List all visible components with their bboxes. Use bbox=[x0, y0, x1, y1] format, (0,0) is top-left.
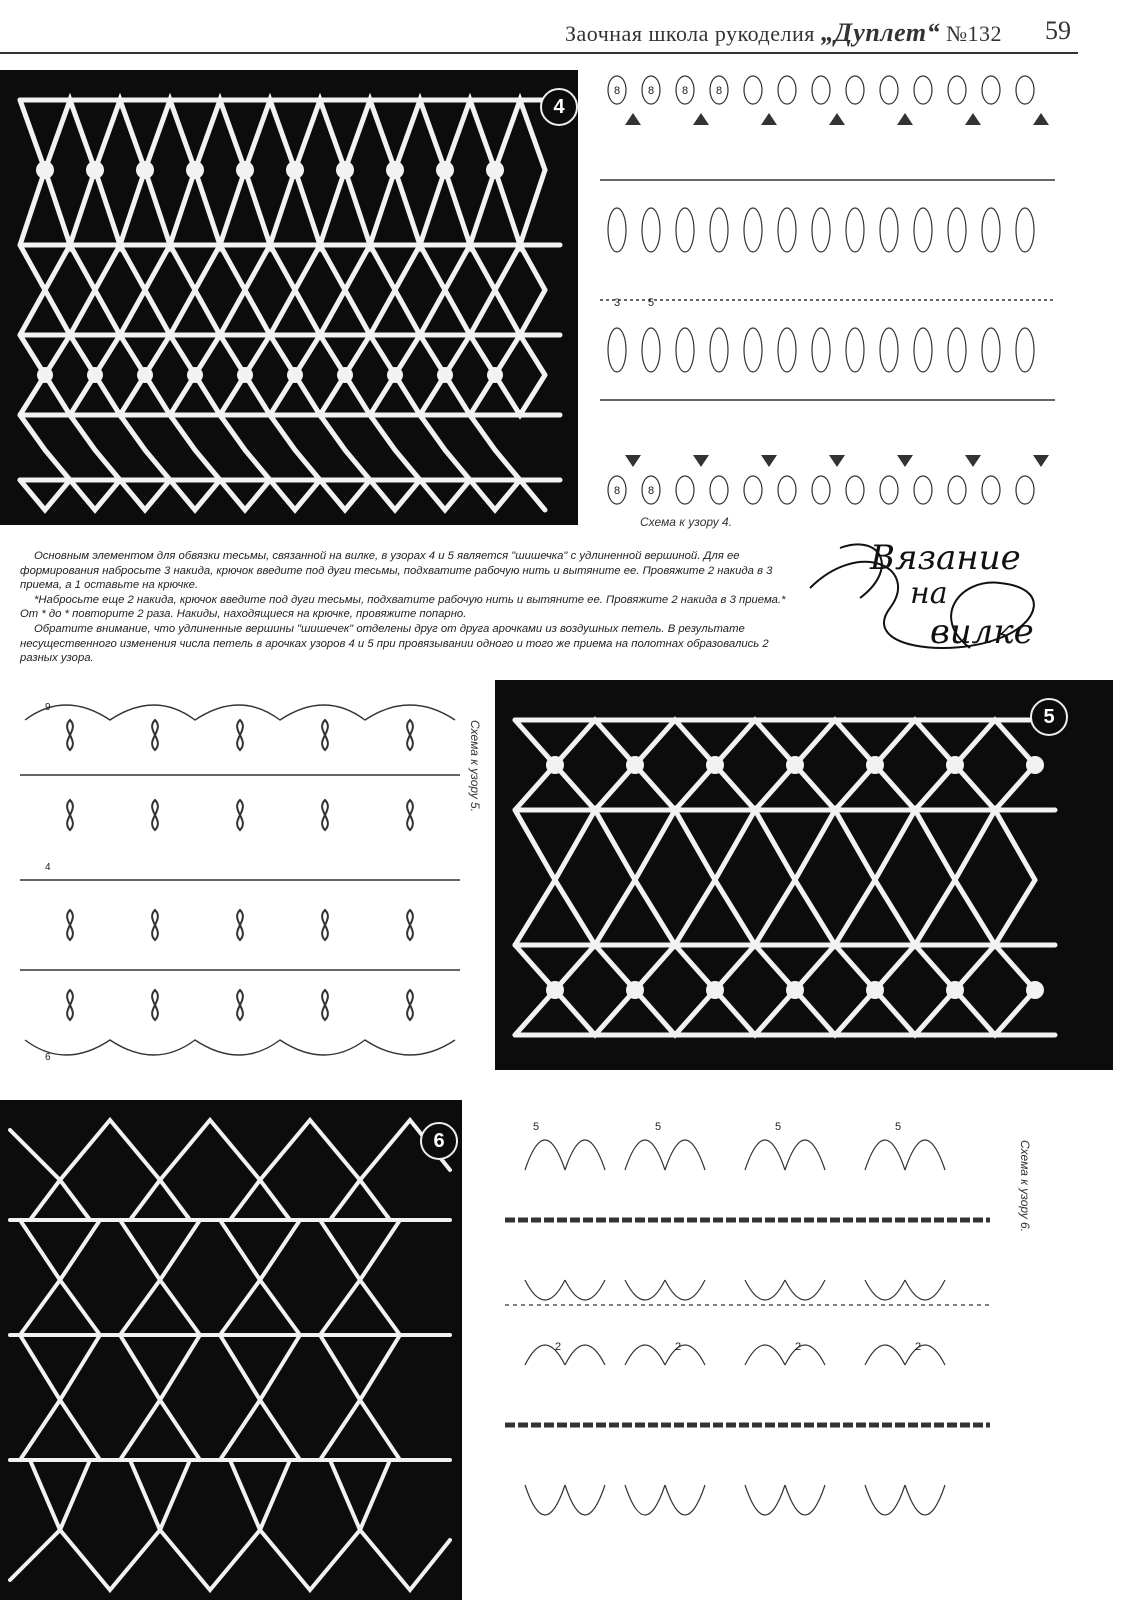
lace-photo-5 bbox=[495, 680, 1113, 1070]
chart-label: 5 bbox=[655, 1121, 662, 1133]
chart-label: 8 bbox=[647, 485, 655, 497]
paragraph: *Набросьте еще 2 накида, крючок введите под дуги тесьмы, подхватите рабочую нить и вытяните ее. Провяжите 2 накида в 3 приема.* От * до * повторите 2 раза. Накиды, находящиеся на крючке, провяжите попарно. bbox=[20, 593, 786, 621]
chart-4-diagram bbox=[595, 70, 1065, 510]
lace-photo-6 bbox=[0, 1100, 462, 1600]
title-line-2: на bbox=[910, 576, 948, 611]
chart-4-caption: Схема к узору 4. bbox=[640, 515, 733, 529]
chart-label: 3 bbox=[613, 297, 621, 309]
crochet-chart-4 bbox=[595, 70, 1065, 510]
chart-label: 2 bbox=[675, 1341, 682, 1353]
page-header bbox=[0, 0, 1133, 60]
chart-label: 8 bbox=[715, 85, 723, 97]
header-brand: „Дуплет“ bbox=[820, 18, 941, 47]
chart-label: 5 bbox=[775, 1121, 782, 1133]
crochet-chart-5 bbox=[15, 690, 465, 1070]
pattern-number-badge: 4 bbox=[540, 88, 578, 126]
chart-label: 5 bbox=[647, 297, 655, 309]
lace-pattern-5 bbox=[495, 680, 1113, 1070]
pattern-number-badge: 6 bbox=[420, 1122, 458, 1160]
pattern-number-badge: 5 bbox=[1030, 698, 1068, 736]
chart-label: 8 bbox=[613, 85, 621, 97]
chart-label: 8 bbox=[681, 85, 689, 97]
chart-label: 2 bbox=[555, 1341, 562, 1353]
chart-label: 8 bbox=[647, 85, 655, 97]
chart-label: 5 bbox=[895, 1121, 902, 1133]
header-issue: №132 bbox=[946, 21, 1003, 46]
chart-label: 8 bbox=[613, 485, 621, 497]
paragraph: Обратите внимание, что удлиненные вершины "шишечек" отделены друг от друга арочками из воздушных петель. В результате несущественного изменения числа петель в арочках узоров 4 и 5 при провязывании одного и того же приема на полотнах образовались 2 разных узора. bbox=[20, 622, 769, 665]
chart-6-diagram bbox=[495, 1100, 1000, 1590]
chart-label: 5 bbox=[533, 1121, 540, 1133]
page-number: 59 bbox=[1045, 16, 1071, 45]
chart-label: 4 bbox=[45, 862, 51, 873]
crochet-chart-6 bbox=[495, 1100, 1000, 1590]
chart-label: 6 bbox=[45, 1052, 51, 1063]
paragraph: Основным элементом для обвязки тесьмы, связанной на вилке, в узорах 4 и 5 является "шишечка" с удлиненной вершиной. Для ее формирования набросьте 3 накида, крючок введите под дуги тесьмы, подхватите рабочую нить и вытяните ее. Провяжите 2 накида в 3 приема, а 1 оставьте на крючке. bbox=[20, 550, 773, 592]
title-line-3: вилке bbox=[930, 612, 1034, 652]
lace-photo-4 bbox=[0, 70, 578, 525]
header-title bbox=[565, 18, 1002, 48]
chart-5-diagram bbox=[15, 690, 465, 1070]
chart-6-caption: Схема к узору 6. bbox=[1018, 1140, 1032, 1233]
lace-pattern-6 bbox=[0, 1100, 462, 1600]
lace-pattern-4 bbox=[0, 70, 578, 525]
chart-5-caption: Схема к узору 5. bbox=[468, 720, 482, 813]
title-line-1: Вязание bbox=[870, 538, 1021, 578]
header-school: Заочная школа рукоделия bbox=[565, 21, 815, 46]
section-title bbox=[800, 528, 1070, 678]
header-rule bbox=[0, 52, 1078, 54]
instructions-text bbox=[20, 549, 800, 666]
chart-label: 9 bbox=[45, 702, 51, 713]
chart-label: 2 bbox=[795, 1341, 802, 1353]
chart-label: 2 bbox=[915, 1341, 922, 1353]
